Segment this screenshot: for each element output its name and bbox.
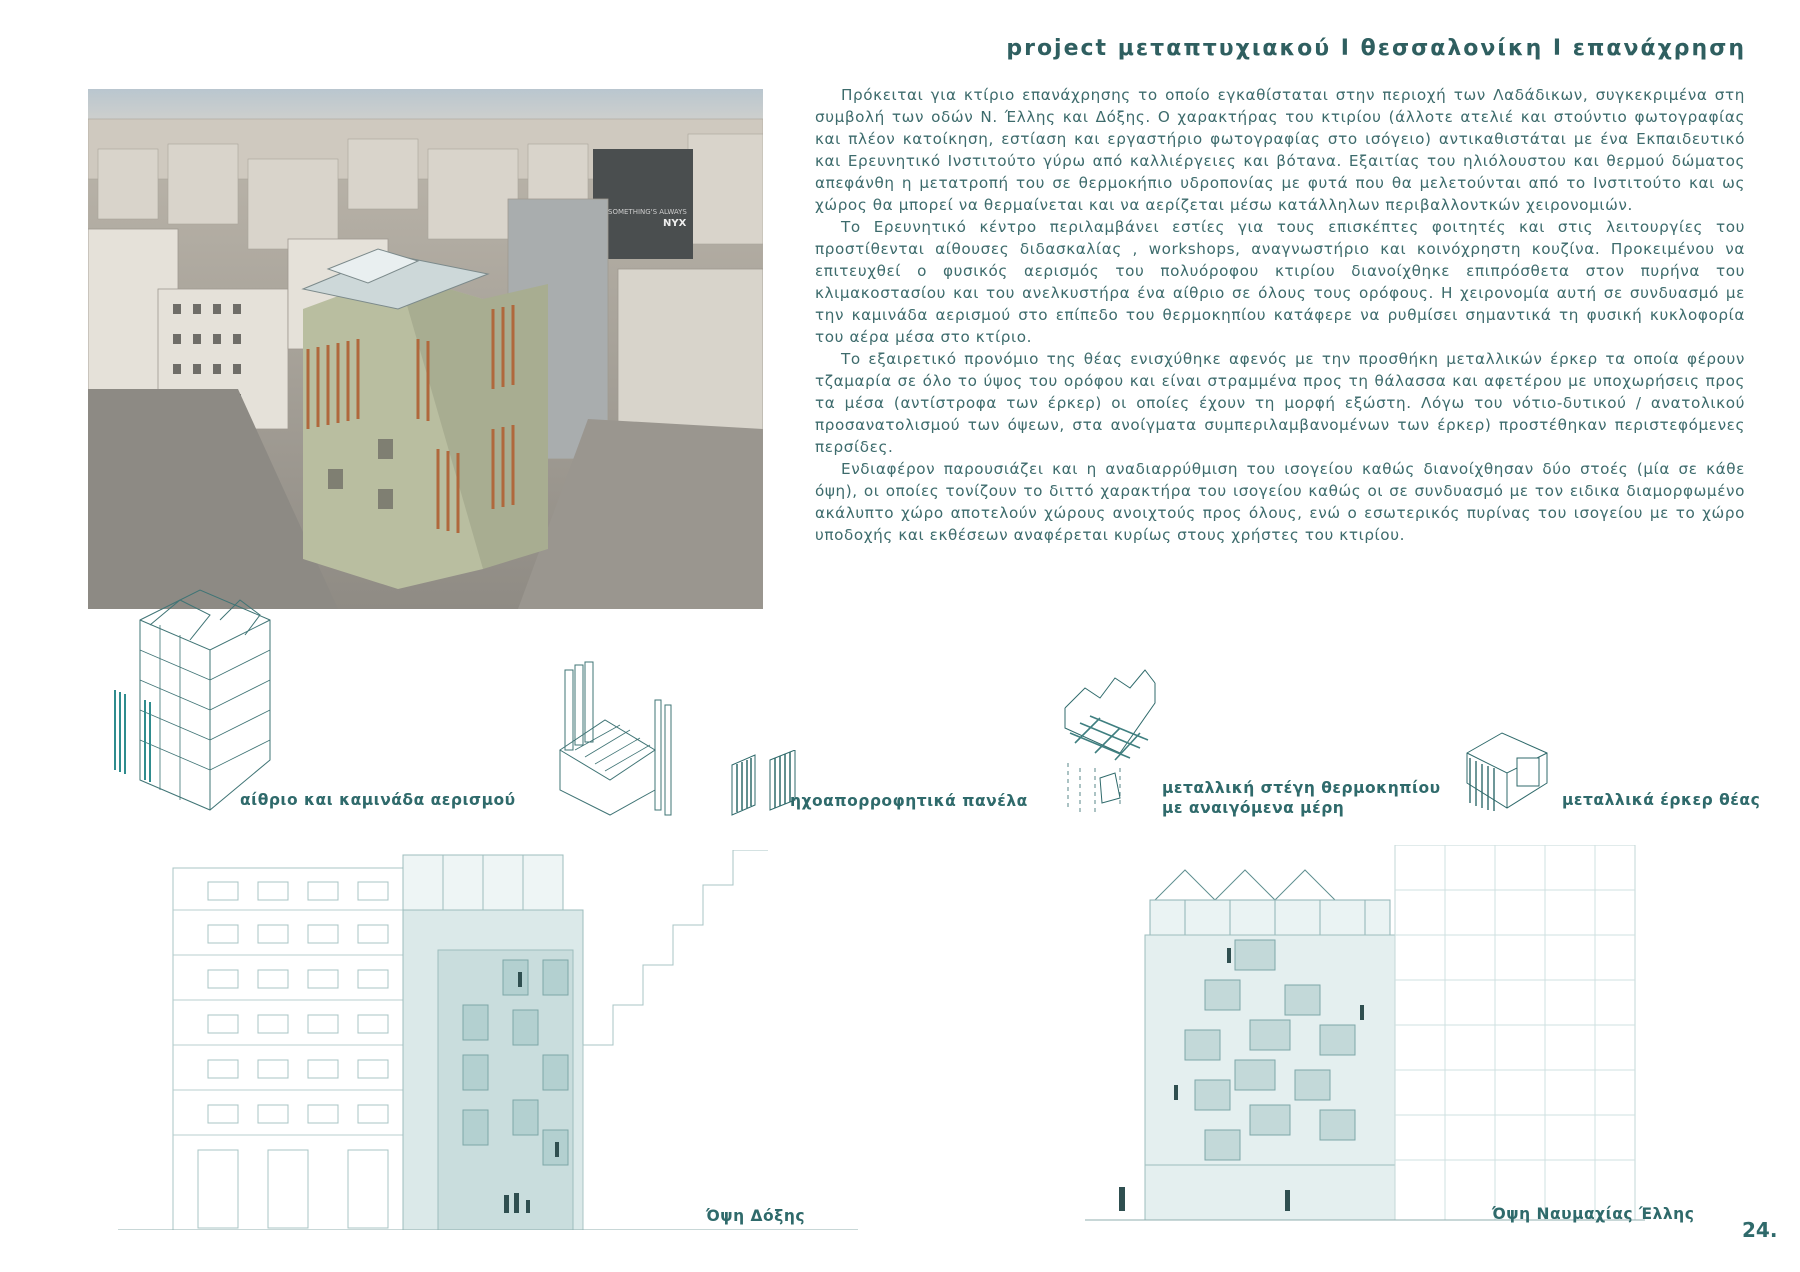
aerial-render-photo — [88, 89, 763, 609]
caption-erker: μεταλλικά έρκερ θέας — [1562, 791, 1761, 809]
caption-roof-line2: με αναιγόμενα μέρη — [1162, 799, 1345, 817]
billboard-text-2: NYX — [663, 218, 687, 229]
billboard-text-1: SOMETHING'S ALWAYS — [608, 208, 687, 216]
page-title: project μεταπτυχιακού Ι θεσσαλονίκη Ι επανάχρηση — [1006, 36, 1746, 61]
paragraph-4: Ενδιαφέρον παρουσιάζει και η αναδιαρρύθμιση του ισογείου καθώς διανοίχθησαν δύο στοές (μία σε κάθε όψη), οι οποίες τονίζουν το διττό χαρακτήρα του ισογείου καθώς οι σε συνδυασμό με τον ειδικα διαμορφωμένο ακάλυπτο χώρο αποτελούν χώρους ανοιχτούς προς όλους, ενώ ο εσωτερικός πυρίνας του ισογείου με το χώρο υποδοχής και εκθέσεων αναφέρεται κυρίως στους χρήστες του κτιρίου. — [815, 460, 1745, 544]
caption-roof-line1: μεταλλική στέγη θερμοκηπίου — [1162, 779, 1441, 797]
elevation-doxis-drawing — [118, 850, 858, 1230]
paragraph-1: Πρόκειται για κτίριο επανάχρησης το οποίο εγκαθίσταται στην περιοχή των Λαδάδικων, συγκεκριμένα στη συμβολή των οδών Ν. Έλλης και Δόξης. Ο χαρακτήρας του κτιρίου (άλλοτε ατελιέ και στούντιο φωτογραφίας και πλέον κατοίκηση, εστίαση και εργαστήριο φωτογραφίας στο ισόγειο) αντικαθιστάται με ένα Εκπαιδευτικό και Ερευνητικό Ινστιτούτο γύρω από καλλιέργειες και βότανα. Εξαιτίας του ηλιόλουστου και θερμού δώματος απεφάνθη η μετατροπή του σε θερμοκήπιο υδροπονίας με φυτά που θα μελετούνται από το Ινστιτούτο και ως χώρος θα μπορεί να θερμαίνεται και να αερίζεται μέσω κατάλληλων περιβαλλοντκών χειρονομιών. — [815, 86, 1745, 214]
atrium-axonometric-drawing — [110, 580, 280, 820]
caption-elevation-doxis: Όψη Δόξης — [706, 1207, 806, 1225]
greenhouse-roof-drawing — [1060, 668, 1160, 818]
paragraph-2: Το Ερευνητικό κέντρο περιλαμβάνει εστίες για τους επισκέπτες φοιτητές και στις λειτουργίες του προστίθενται αίθουσες διδασκαλίας , workshops, αναγνωστήριο και κοινόχρηστη κουζίνα. Προκειμένου να επιτευχθεί ο φυσικός αερισμός του πολυόροφου κτιρίου διανοίχθηκε επιπρόσθετα στον πυρήνα του κλιμακοστασίου και του ανελκυστήρα ένα αίθριο σε όλους τους ορόφους. Η χειρονομία αυτή σε συνδυασμό με την καμινάδα αερισμού στο επίπεδο του θερμοκηπίου κατάφερε να ρυθμίσει σημαντικά τη φυσική κυκλοφορία του αέρα μέσα στο κτίριο. — [815, 218, 1745, 346]
caption-greenhouse-roof — [1162, 778, 1441, 818]
project-description — [815, 84, 1745, 546]
paragraph-3: Το εξαιρετικό προνόμιο της θέας ενισχύθηκε αφενός με την προσθήκη μεταλλικών έρκερ τα οποία φέρουν τζαμαρία σε όλο το ύψος του ορόφου και είναι στραμμένα προς τη θάλασσα και αφετέρου με υποχωρήσεις προς τα μέσα (αντίστροφα των έρκερ) οι οποίες έχουν τη μορφή εξώστη. Λόγω του νότιο-δυτικού / ανατολικού προσανατολισμού των όψεων, στα ανοίγματα συμπεριλαμβανομένων των έρκερ) προστέθηκαν περιστεφόμενες περσίδες. — [815, 350, 1745, 456]
erker-drawing — [1462, 728, 1552, 813]
caption-atrium: αίθριο και καμινάδα αερισμού — [240, 791, 516, 809]
elevation-ellis-drawing — [1085, 845, 1645, 1225]
caption-panels: ηχοαπορροφητικά πανέλα — [790, 792, 1028, 810]
page-number: 24. — [1742, 1218, 1778, 1242]
stair-core-drawing — [555, 660, 675, 820]
caption-elevation-ellis: Όψη Ναυμαχίας Έλλης — [1492, 1205, 1695, 1223]
